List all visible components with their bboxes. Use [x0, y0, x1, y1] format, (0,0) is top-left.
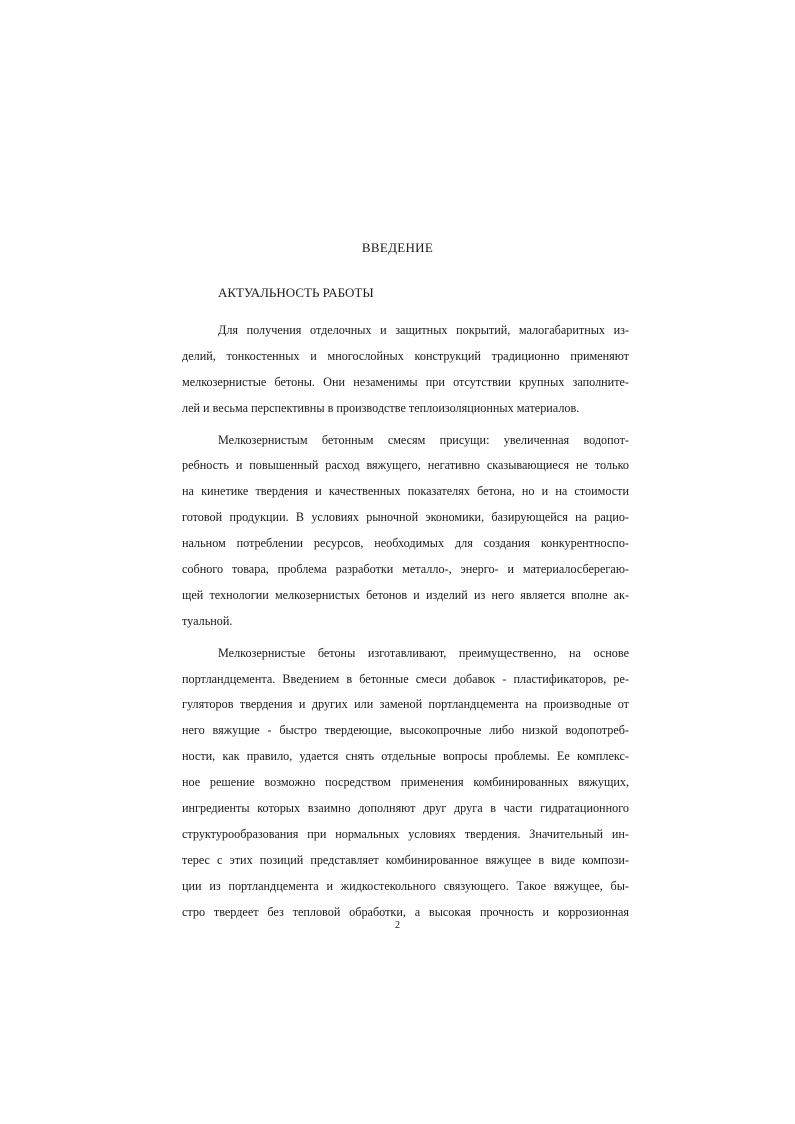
text-line: готовой продукции. В условиях рыночной экономики, базирующейся на рацио-: [182, 510, 629, 525]
paragraph-1: [182, 318, 629, 422]
text-line: Мелкозернистым бетонным смесям присущи: увеличенная водопот-: [218, 432, 629, 447]
text-line: ингредиенты которых взаимно дополняют друг друга в части гидратационного: [182, 801, 629, 816]
text-line: туальной.: [182, 613, 233, 628]
text-line: мелкозернистые бетоны. Они незаменимы при отсутствии крупных заполните-: [182, 374, 629, 389]
text-line: портландцемента. Введением в бетонные смеси добавок - пластификаторов, ре-: [182, 671, 629, 686]
text-line: Для получения отделочных и защитных покрытий, малогабаритных из-: [218, 323, 629, 337]
subsection-heading: АКТУАЛЬНОСТЬ РАБОТЫ: [218, 285, 374, 300]
page-number: 2: [395, 920, 400, 931]
paragraph-3: [182, 641, 629, 926]
text-line: терес с этих позиций представляет комбинированное вяжущее в виде компози-: [182, 852, 629, 867]
text-line: на кинетике твердения и качественных показателях бетона, но и на стоимости: [182, 484, 629, 499]
text-line: ности, как правило, удается снять отдельные вопросы проблемы. Ее комплекс-: [182, 749, 629, 764]
text-line: собного товара, проблема разработки металло-, энерго- и материалосберегаю-: [182, 562, 629, 577]
section-heading: ВВЕДЕНИЕ: [361, 240, 434, 255]
text-line: нальном потреблении ресурсов, необходимых для создания конкурентноспо-: [182, 536, 629, 551]
text-line: лей и весьма перспективны в производстве теплоизоляционных материалов.: [182, 400, 580, 415]
text-line: ребность и повышенный расход вяжущего, негативно сказывающиеся не только: [182, 458, 629, 473]
text-line: структурообразования при нормальных условиях твердения. Значительный ин-: [182, 826, 629, 841]
text-line: стро твердеет без тепловой обработки, а высокая прочность и коррозионная: [182, 904, 629, 919]
text-line: щей технологии мелкозернистых бетонов и изделий из него является вполне ак-: [182, 587, 629, 602]
text-line: делий, тонкостенных и многослойных конструкций традиционно применяют: [182, 348, 629, 363]
text-line: Мелкозернистые бетоны изготавливают, преимущественно, на основе: [218, 645, 629, 660]
text-line: него вяжущие - быстро твердеющие, высокопрочные либо низкой водопотреб-: [182, 723, 629, 738]
paragraph-2: [182, 428, 629, 635]
text-line: гуляторов твердения и других или заменой портландцемента на производные от: [182, 697, 629, 712]
text-line: ное решение возможно посредством применения комбинированных вяжущих,: [182, 775, 629, 790]
text-line: ции из портландцемента и жидкостекольного связующего. Такое вяжущее, бы-: [182, 878, 629, 893]
body-text: [182, 318, 629, 925]
